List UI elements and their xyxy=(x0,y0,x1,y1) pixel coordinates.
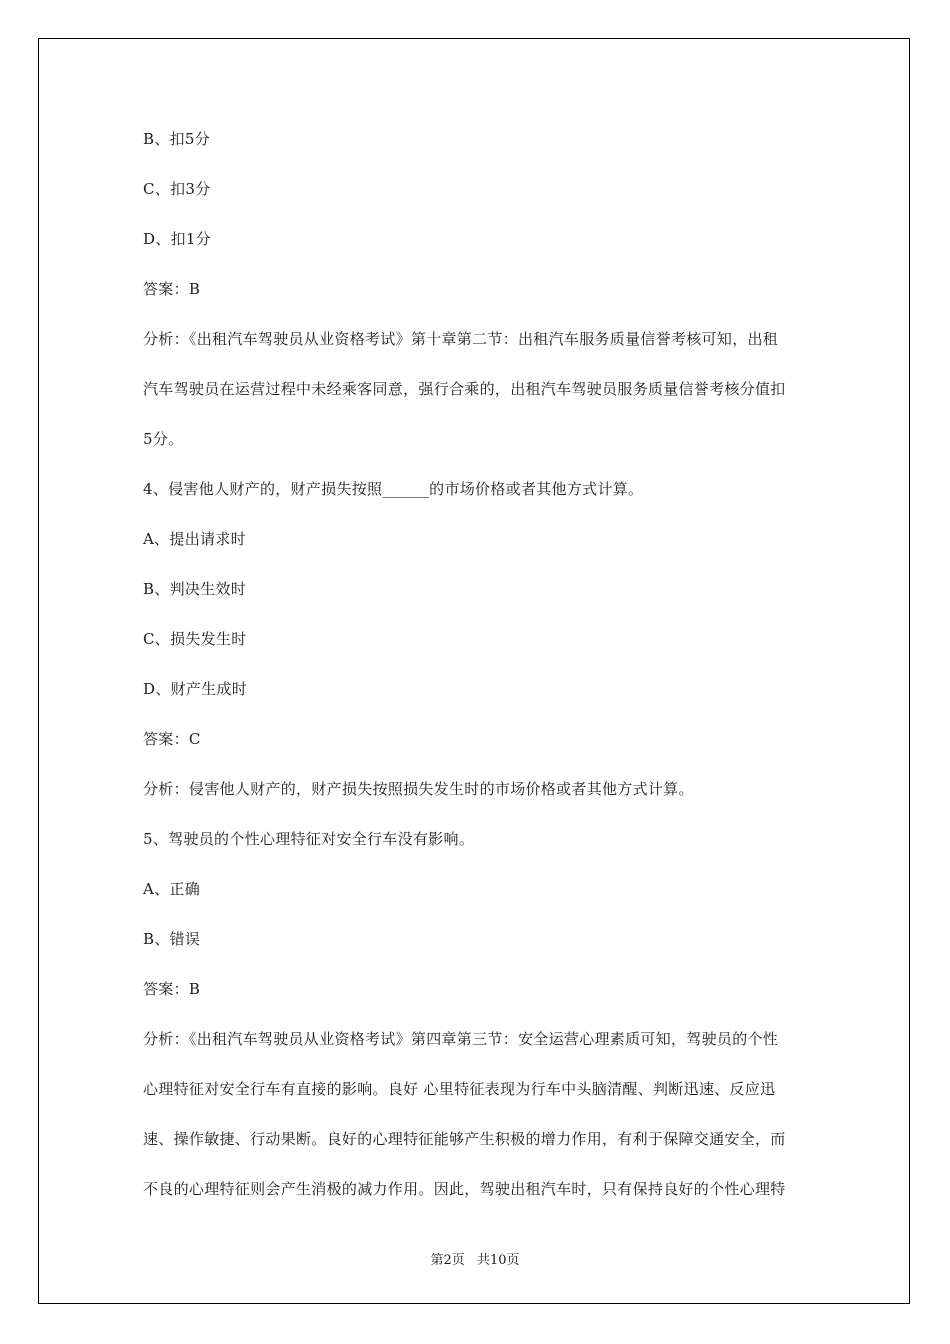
option-a-q5: A、正确 xyxy=(143,880,201,898)
answer-q4: 答案：C xyxy=(143,730,201,748)
analysis-q3-line-2: 汽车驾驶员在运营过程中未经乘客同意，强行合乘的，出租汽车驾驶员服务质量信誉考核分值扣 xyxy=(143,380,786,398)
page-number: 第2页 xyxy=(430,1253,465,1268)
analysis-q3-line-1: 分析：《出租汽车驾驶员从业资格考试》第十章第二节：出租汽车服务质量信誉考核可知，出租 xyxy=(143,330,779,348)
analysis-q5-line-2: 心理特征对安全行车有直接的影响。良好 心里特征表现为行车中头脑清醒、判断迅速、反应迅 xyxy=(143,1080,776,1098)
option-b-previous: B、扣5分 xyxy=(143,130,211,148)
answer-q5: 答案：B xyxy=(143,980,201,998)
analysis-q3-line-3: 5分。 xyxy=(143,430,184,448)
analysis-q5-line-3: 速、操作敏捷、行动果断。良好的心理特征能够产生积极的增力作用，有利于保障交通安全，而 xyxy=(143,1130,786,1148)
option-b-q5: B、错误 xyxy=(143,930,201,948)
option-b-q4: B、判决生效时 xyxy=(143,580,247,598)
document-body xyxy=(143,114,813,1214)
analysis-q5-line-4: 不良的心理特征则会产生消极的减力作用。因此，驾驶出租汽车时，只有保持良好的个性心理特 xyxy=(143,1180,786,1198)
question-4: 4、侵害他人财产的，财产损失按照______的市场价格或者其他方式计算。 xyxy=(143,480,644,498)
option-c-q4: C、损失发生时 xyxy=(143,630,247,648)
option-c-previous: C、扣3分 xyxy=(143,180,211,198)
page-footer xyxy=(0,1249,950,1268)
question-5: 5、驾驶员的个性心理特征对安全行车没有影响。 xyxy=(143,830,475,848)
option-d-q4: D、财产生成时 xyxy=(143,680,248,698)
analysis-q5-line-1: 分析：《出租汽车驾驶员从业资格考试》第四章第三节：安全运营心理素质可知，驾驶员的个性 xyxy=(143,1030,779,1048)
option-d-previous: D、扣1分 xyxy=(143,230,212,248)
answer-q3: 答案：B xyxy=(143,280,201,298)
option-a-q4: A、提出请求时 xyxy=(143,530,246,548)
analysis-q4: 分析：侵害他人财产的，财产损失按照损失发生时的市场价格或者其他方式计算。 xyxy=(143,780,694,798)
page-total: 共10页 xyxy=(476,1253,520,1268)
